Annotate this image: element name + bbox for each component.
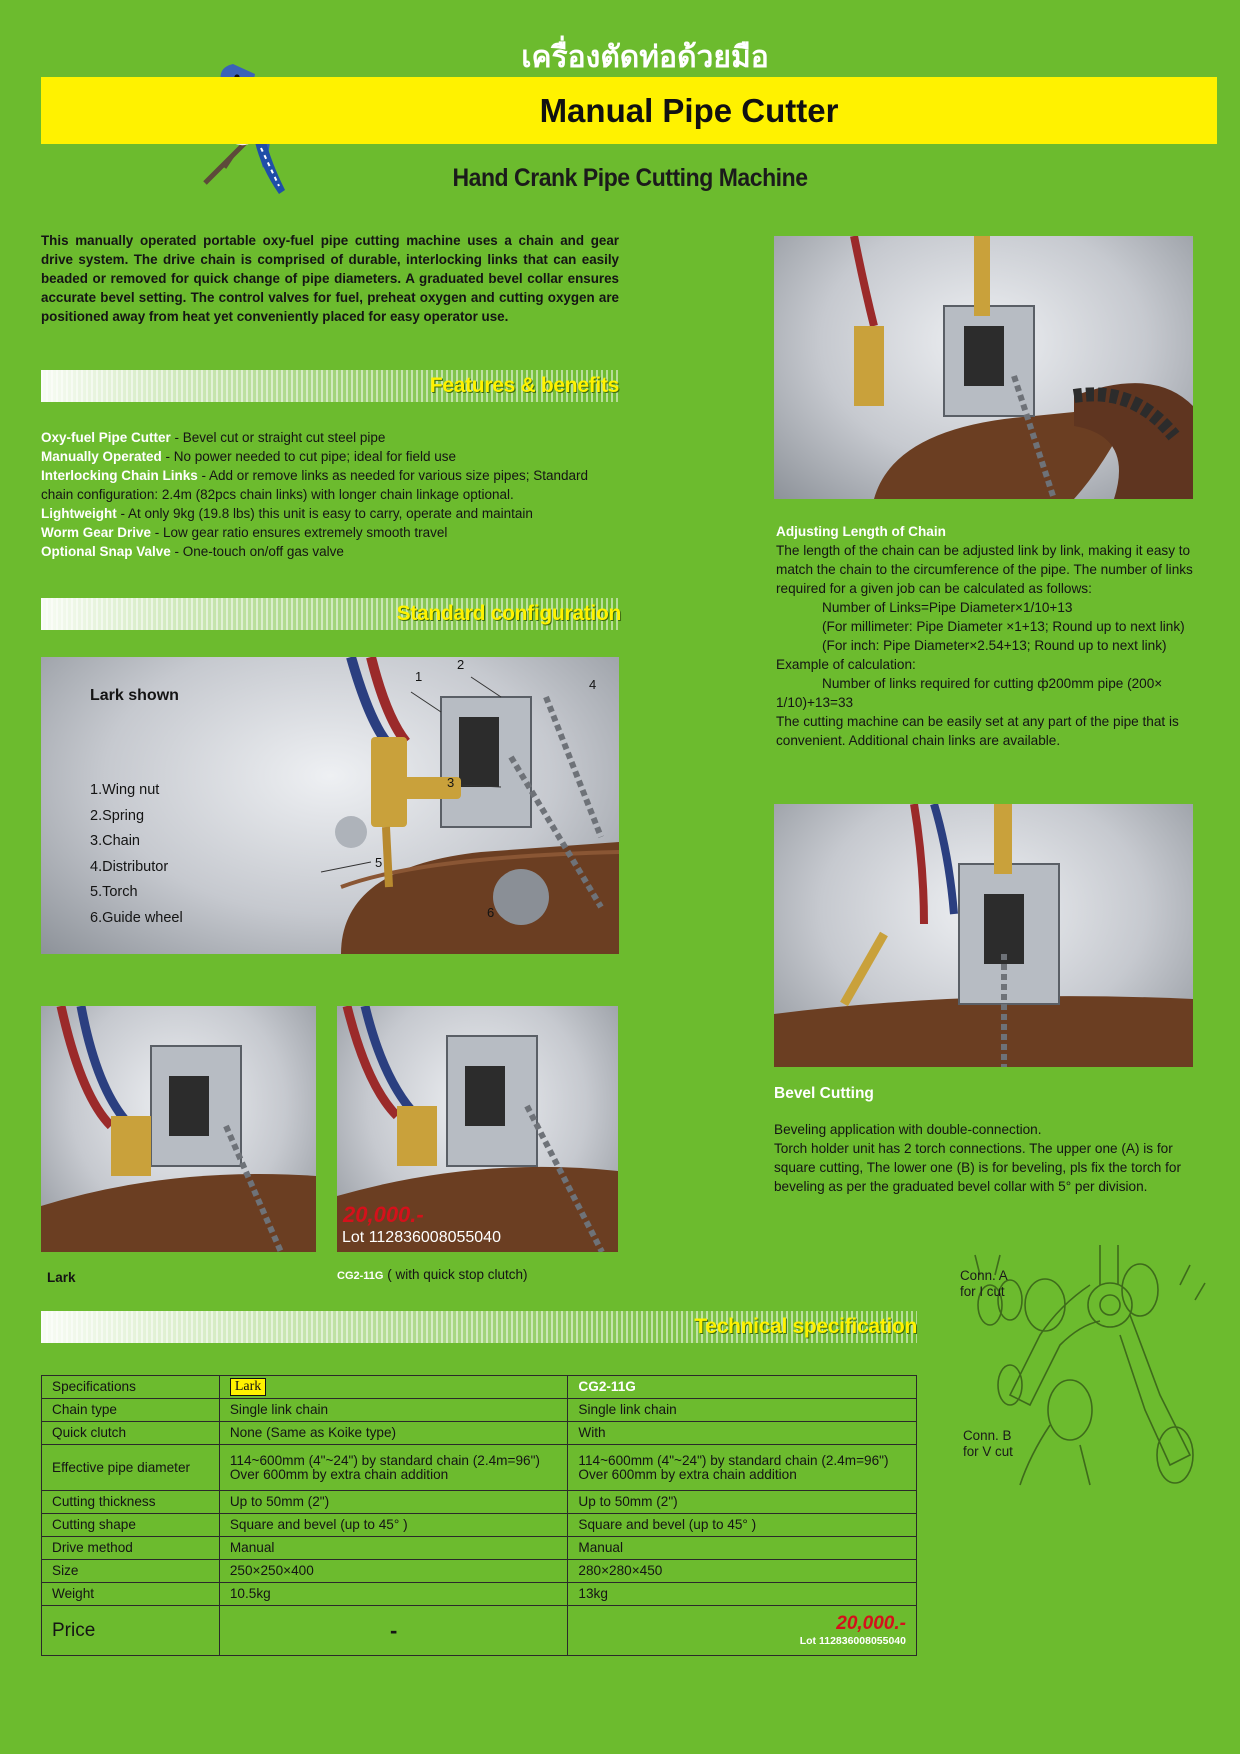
chain-paragraph-2: The cutting machine can be easily set at any part of the pipe that is convenient. Additional chain links are available. — [776, 714, 1179, 748]
chain-machine-illustration — [774, 236, 1193, 499]
table-row: Weight 10.5kg 13kg — [42, 1583, 917, 1606]
lark-machine-illustration — [41, 1006, 316, 1252]
lark-shown-label: Lark shown — [90, 687, 179, 704]
feature-item: Manually Operated - No power needed to cut pipe; ideal for field use — [41, 449, 456, 464]
part-item: 2.Spring — [90, 807, 145, 824]
chain-formula: Number of Links=Pipe Diameter×1/10+13 — [822, 600, 1073, 615]
part-item: 6.Guide wheel — [90, 909, 183, 926]
cg2-11g-price-cell — [568, 1606, 917, 1656]
spec-header-cell: CG2-11G — [568, 1376, 917, 1399]
page-title: Manual Pipe Cutter — [539, 91, 839, 129]
technical-heading: Technical specification — [694, 1315, 917, 1338]
chain-photo — [774, 236, 1193, 499]
table-row — [42, 1376, 917, 1399]
conn-a-label: Conn. A for I cut — [960, 1268, 1008, 1299]
technical-section-bar — [41, 1311, 917, 1343]
table-row: Quick clutch None (Same as Koike type) With — [42, 1422, 917, 1445]
standard-section-bar — [41, 598, 621, 630]
standard-heading: Standard configuration — [396, 602, 621, 625]
photo-price: 20,000.- — [343, 1202, 424, 1227]
chain-formula-mm: (For millimeter: Pipe Diameter ×1+13; Round up to next link) — [822, 619, 1185, 634]
table-row: Drive method Manual Manual — [42, 1537, 917, 1560]
table-row: Cutting shape Square and bevel (up to 45° ) Square and bevel (up to 45° ) — [42, 1514, 917, 1537]
callout-2: 2 — [457, 657, 465, 672]
bevel-machine-illustration — [774, 804, 1193, 1067]
cg2-11g-price: 20,000.- — [836, 1612, 906, 1634]
callout-5: 5 — [375, 855, 383, 870]
feature-item: Oxy-fuel Pipe Cutter - Bevel cut or straight cut steel pipe — [41, 430, 386, 445]
part-item: 1.Wing nut — [90, 782, 160, 798]
spec-header-cell: Specifications — [42, 1376, 220, 1399]
feature-item: Lightweight - At only 9kg (19.8 lbs) this unit is easy to carry, operate and maintain — [41, 506, 533, 521]
feature-item: Optional Snap Valve - One-touch on/off gas valve — [41, 544, 344, 559]
cg2-11g-lot: Lot 112836008055040 — [799, 1634, 906, 1647]
bevel-photo — [774, 804, 1193, 1067]
features-heading: Features & benefits — [429, 374, 619, 397]
callout-6: 6 — [487, 905, 495, 920]
spec-table — [41, 1375, 917, 1656]
example-result: 1/10)+13=33 — [776, 695, 854, 710]
lark-configuration-photo — [41, 657, 619, 954]
table-row: Cutting thickness Up to 50mm (2") Up to 50mm (2") — [42, 1491, 917, 1514]
title-band — [41, 77, 1217, 144]
part-item: 5.Torch — [90, 884, 138, 900]
bevel-line-2: Torch holder unit has 2 torch connections. The upper one (A) is for square cutting, The lower one (B) is for beveling, pls fix the torch for beveling as per the graduated bevel collar with 5° per division. — [774, 1141, 1182, 1194]
callout-1: 1 — [415, 669, 423, 684]
callout-3: 3 — [447, 775, 455, 790]
table-row: Chain type Single link chain Single link chain — [42, 1399, 917, 1422]
table-row: Size 250×250×400 280×280×450 — [42, 1560, 917, 1583]
lark-price: - — [219, 1606, 568, 1656]
features-section-bar — [41, 370, 619, 402]
part-item: 3.Chain — [90, 833, 140, 849]
thai-title: เครื่องตัดท่อด้วยมือ — [521, 40, 769, 75]
cg2-11g-caption: CG2-11G ( with quick stop clutch) — [337, 1267, 528, 1282]
conn-b-label: Conn. B for V cut — [963, 1428, 1013, 1459]
table-row: Effective pipe diameter 114~600mm (4"~24") by standard chain (2.4m=96") Over 600mm by extra chain addition 114~600mm (4"~24") by standard chain (2.4m=96") Over 600mm by extra chain addition — [42, 1445, 917, 1491]
lark-model-box: Lark — [230, 1378, 266, 1396]
chain-adjustment-text — [776, 522, 1206, 750]
features-list — [41, 428, 621, 561]
cg2-11g-photo — [337, 1006, 618, 1252]
chain-heading: Adjusting Length of Chain — [776, 524, 946, 539]
chain-paragraph: The length of the chain can be adjusted link by link, making it easy to match the chain to the circumference of the pipe. The number of links required for a given job can be calculated as follows: — [776, 543, 1193, 596]
example-heading: Example of calculation: — [776, 657, 916, 672]
bevel-heading: Bevel Cutting — [774, 1085, 874, 1102]
parts-list — [90, 778, 183, 931]
photo-lot-number: Lot 112836008055040 — [342, 1229, 501, 1246]
cg2-11g-model: CG2-11G — [337, 1270, 384, 1282]
price-label: Price — [42, 1606, 220, 1656]
bevel-line-1: Beveling application with double-connection. — [774, 1122, 1042, 1137]
lark-caption: Lark — [47, 1270, 76, 1285]
feature-item: Worm Gear Drive - Low gear ratio ensures extremely smooth travel — [41, 525, 448, 540]
bevel-cutting-text — [774, 1085, 1214, 1196]
price-row — [42, 1606, 917, 1656]
chain-formula-inch: (For inch: Pipe Diameter×2.54+13; Round up to next link) — [822, 638, 1167, 653]
spec-header-cell — [219, 1376, 568, 1399]
page-subtitle: Hand Crank Pipe Cutting Machine — [452, 164, 808, 192]
intro-paragraph: This manually operated portable oxy-fuel pipe cutting machine uses a chain and gear drive system. The drive chain is comprised of durable, interlocking links that can easily beaded or removed for quick change of pipe diameters. A graduated bevel collar ensures accurate bevel setting. The control valves for fuel, preheat oxygen and cutting oxygen are positioned away from heat yet conveniently placed for easy operator use. — [41, 233, 619, 324]
callout-4: 4 — [589, 677, 597, 692]
example-line: Number of links required for cutting ф200mm pipe (200× — [822, 676, 1163, 691]
part-item: 4.Distributor — [90, 858, 169, 875]
feature-item: Interlocking Chain Links - Add or remove links as needed for various size pipes; Standard chain configuration: 2.4m (82pcs chain links) with longer chain linkage optional. — [41, 468, 588, 502]
lark-photo — [41, 1006, 316, 1252]
